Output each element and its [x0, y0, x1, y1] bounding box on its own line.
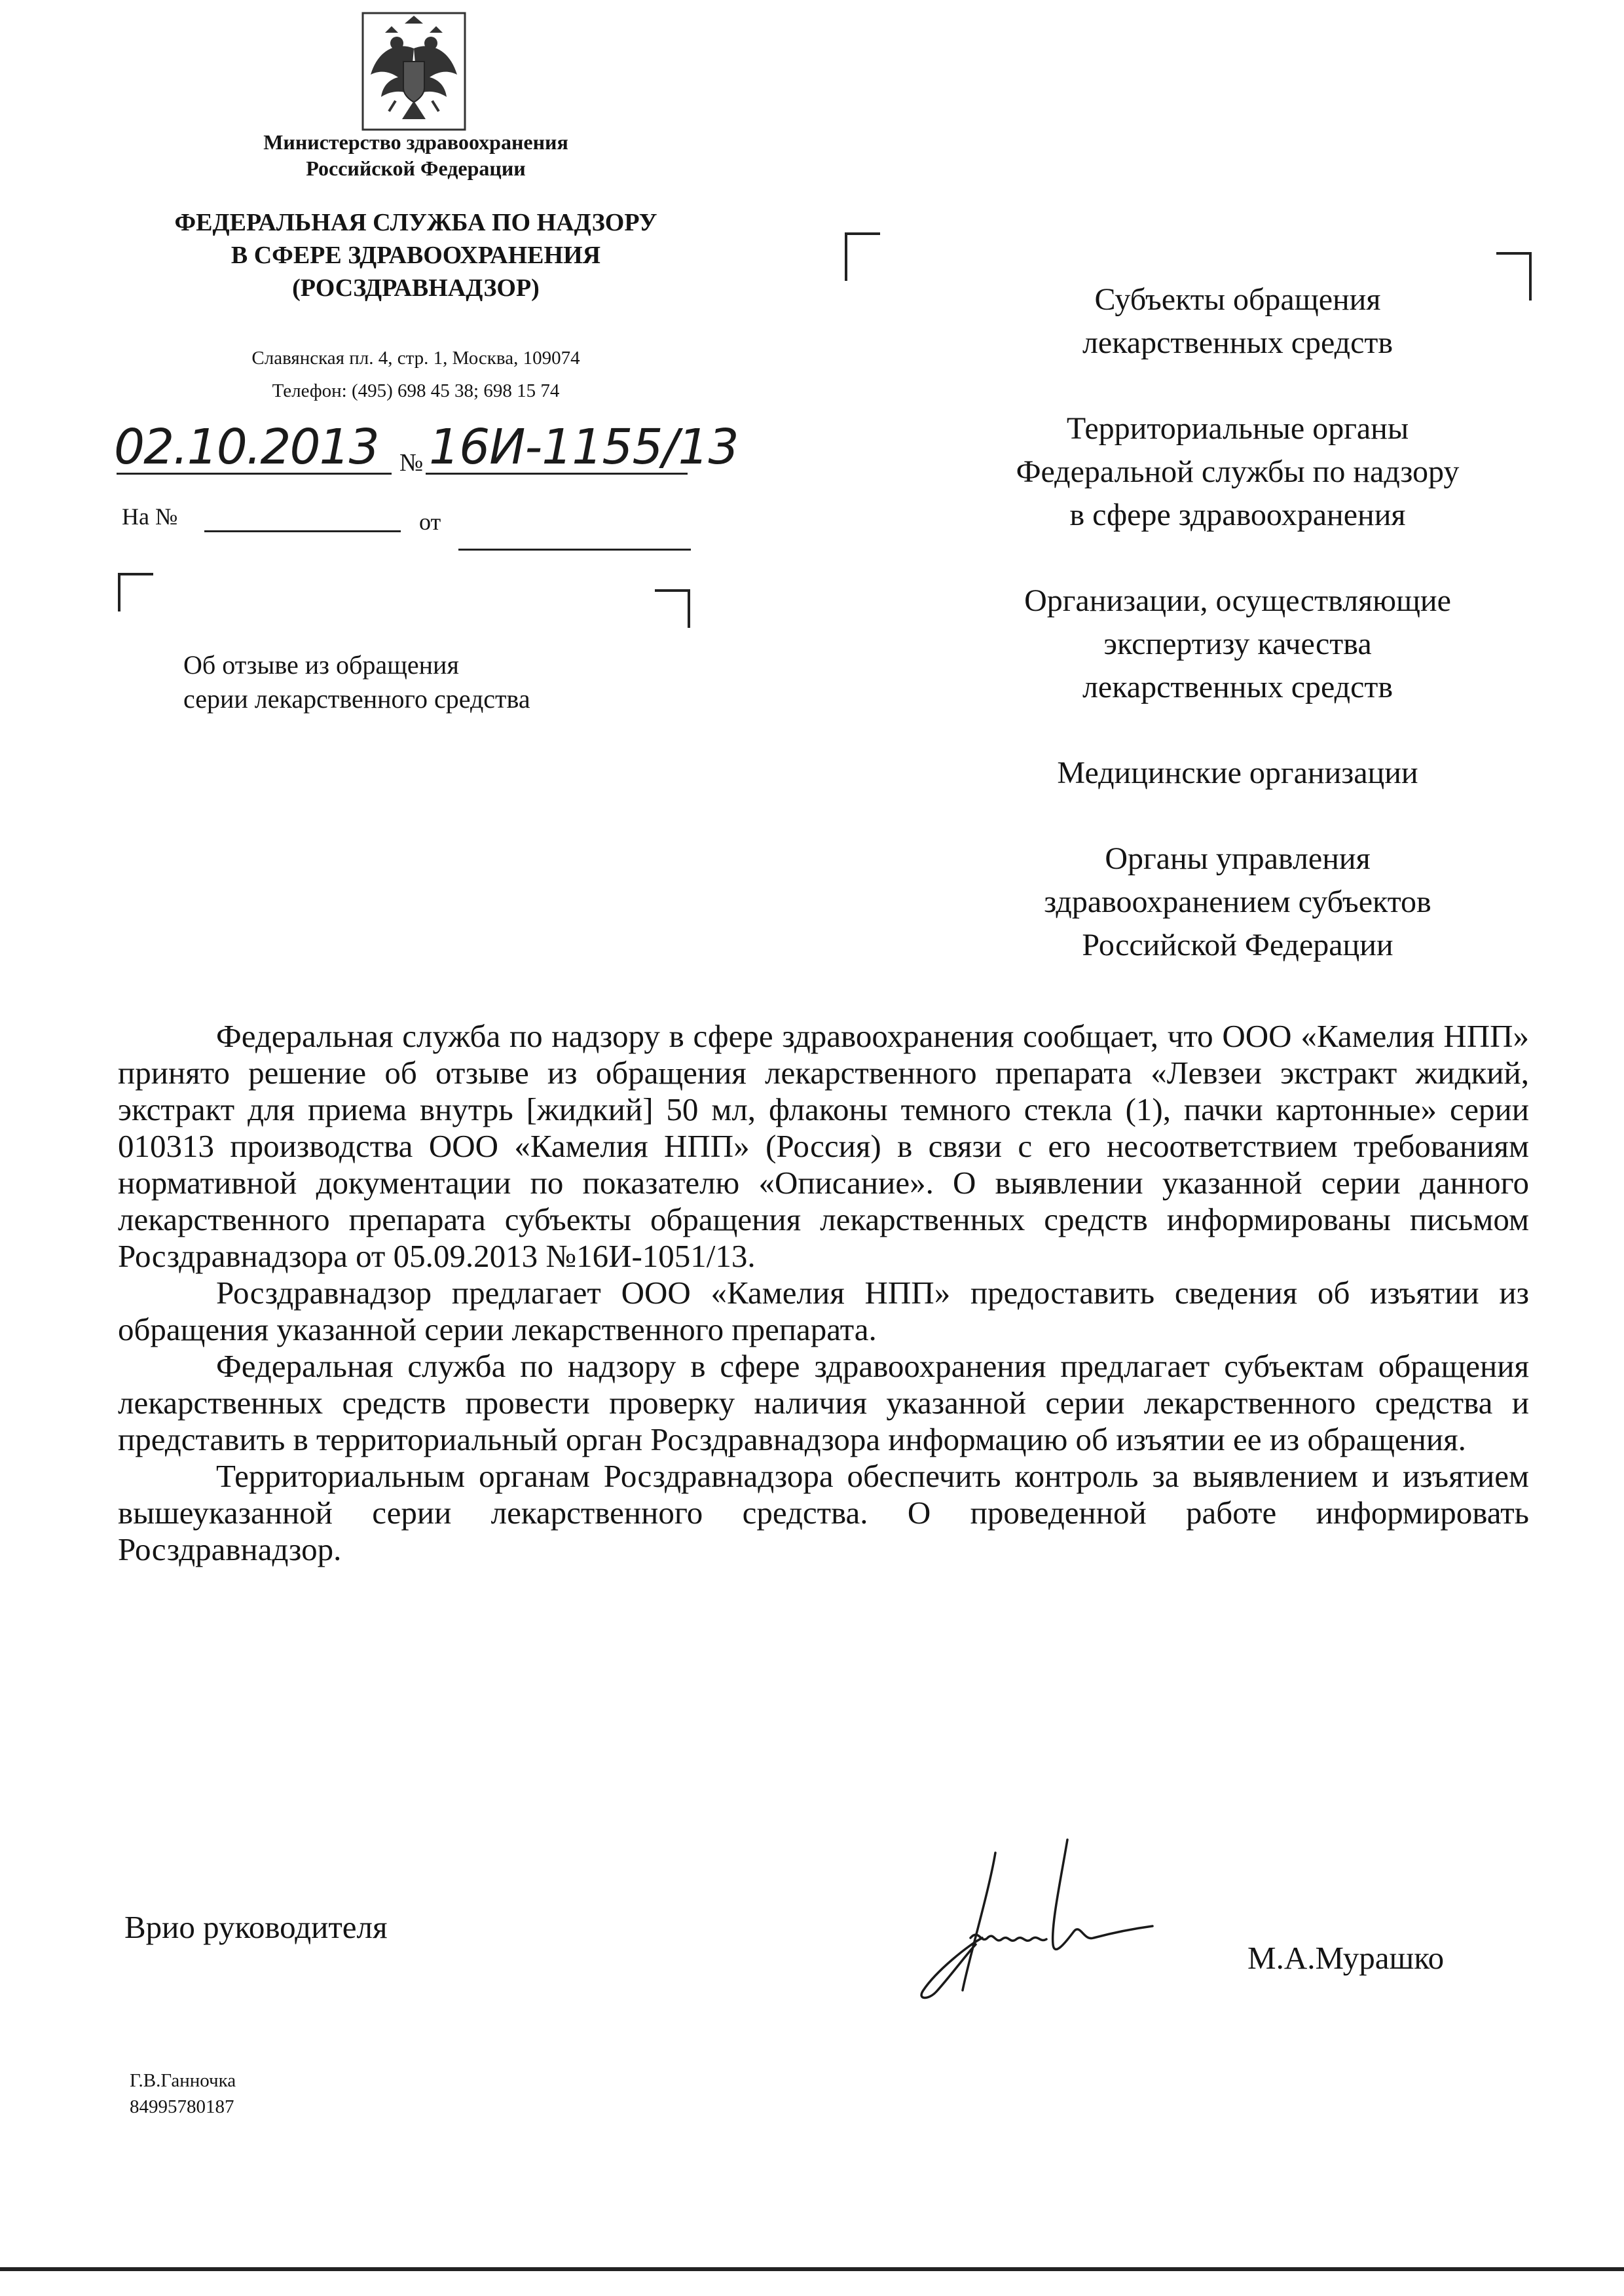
page-bottom-rule [0, 2267, 1624, 2271]
recipient-line: Организации, осуществляющие [1024, 583, 1451, 618]
recipient-line: здравоохранением субъектов [1044, 884, 1431, 919]
recipient-line: Медицинские организации [1057, 756, 1418, 790]
recipient-line: в сфере здравоохранения [1069, 498, 1406, 532]
recipient-line: Органы управления [1105, 841, 1371, 876]
service-name [111, 206, 720, 304]
recipient-line: лекарственных средств [1082, 325, 1393, 360]
outgoing-number-sign: № [399, 449, 424, 477]
body-paragraph-2: Росздравнадзор предлагает ООО «Камелия НПП» предоставить сведения об изъятии из обращения указанной серии лекарственного препарата. [118, 1275, 1529, 1347]
outgoing-number: 16И-1155/13 [429, 419, 739, 475]
address-line: Славянская пл. 4, стр. 1, Москва, 109074 [251, 348, 580, 369]
subject-bracket-left [118, 573, 153, 611]
signatory-title: Врио руководителя [124, 1909, 388, 1945]
ministry-name [190, 129, 642, 181]
reference-date-blank [458, 549, 691, 551]
signatory-name: М.А.Мурашко [1247, 1940, 1445, 1976]
letter-subject [183, 648, 707, 716]
outgoing-date-underline [117, 473, 392, 475]
recipient-line: Территориальные органы [1066, 411, 1409, 446]
body-paragraph-1: Федеральная служба по надзору в сфере здравоохранения сообщает, что ООО «Камелия НПП» принято решение об отзыве из обращения лекарственного препарата «Левзеи экстракт жидкий, экстракт для приема внутрь [жидкий] 50 мл, флаконы темного стекла (1), пачки картонные» серии 010313 производства ООО «Камелия НПП» (Россия) в связи с его несоответствием требованиям нормативной документации по показателю «Описание». О выявлении указанной серии данного лекарственного препарата субъекты обращения лекарственных средств информированы письмом Росздравнадзора от 05.09.2013 №16И-1051/13. [118, 1018, 1529, 1274]
executor-phone: 84995780187 [130, 2096, 234, 2117]
executor-info [130, 2068, 236, 2120]
recipient-item [930, 579, 1545, 709]
service-line-3: (РОСЗДРАВНАДЗОР) [292, 274, 540, 302]
ministry-line-2: Российской Федерации [306, 156, 526, 180]
recipient-bracket-left [845, 232, 880, 281]
body-paragraph-4: Территориальным органам Росздравнадзора обеспечить контроль за выявлением и изъятием вышеуказанной серии лекарственного средства. О проведенной работе информировать Росздравнадзор. [118, 1458, 1529, 1567]
reference-number-label: На № [122, 503, 178, 530]
recipient-item [930, 407, 1545, 537]
service-line-1: ФЕДЕРАЛЬНАЯ СЛУЖБА ПО НАДЗОРУ [174, 209, 657, 236]
address-block [164, 342, 668, 407]
recipient-item [930, 837, 1545, 967]
recipient-item [930, 752, 1545, 795]
subject-line-1: Об отзыве из обращения [183, 650, 459, 680]
ministry-line-1: Министерство здравоохранения [263, 130, 568, 154]
handwritten-signature [897, 1813, 1185, 2010]
recipients-list [930, 278, 1545, 1001]
recipient-line: Субъекты обращения [1094, 282, 1381, 317]
outgoing-date: 02.10.2013 [114, 419, 378, 475]
reference-from-label: от [419, 509, 441, 535]
executor-name: Г.В.Ганночка [130, 2070, 236, 2091]
coat-of-arms-emblem [359, 9, 469, 134]
service-line-2: В СФЕРЕ ЗДРАВООХРАНЕНИЯ [231, 242, 601, 269]
recipient-line: Федеральной службы по надзору [1016, 454, 1460, 489]
reference-number-blank [204, 530, 401, 532]
outgoing-number-underline [426, 473, 688, 475]
recipient-line: лекарственных средств [1082, 670, 1393, 704]
subject-bracket-right [655, 589, 690, 628]
recipient-item [930, 278, 1545, 365]
recipient-line: экспертизу качества [1103, 627, 1372, 661]
subject-line-2: серии лекарственного средства [183, 684, 530, 714]
body-paragraph-3: Федеральная служба по надзору в сфере здравоохранения предлагает субъектам обращения лекарственных средств провести проверку наличия указанной серии лекарственного средства и представить в территориальный орган Росздравнадзора информацию об изъятии ее из обращения. [118, 1348, 1529, 1457]
recipient-line: Российской Федерации [1082, 928, 1393, 962]
phone-line: Телефон: (495) 698 45 38; 698 15 74 [272, 380, 560, 401]
letter-body [118, 1018, 1529, 1568]
